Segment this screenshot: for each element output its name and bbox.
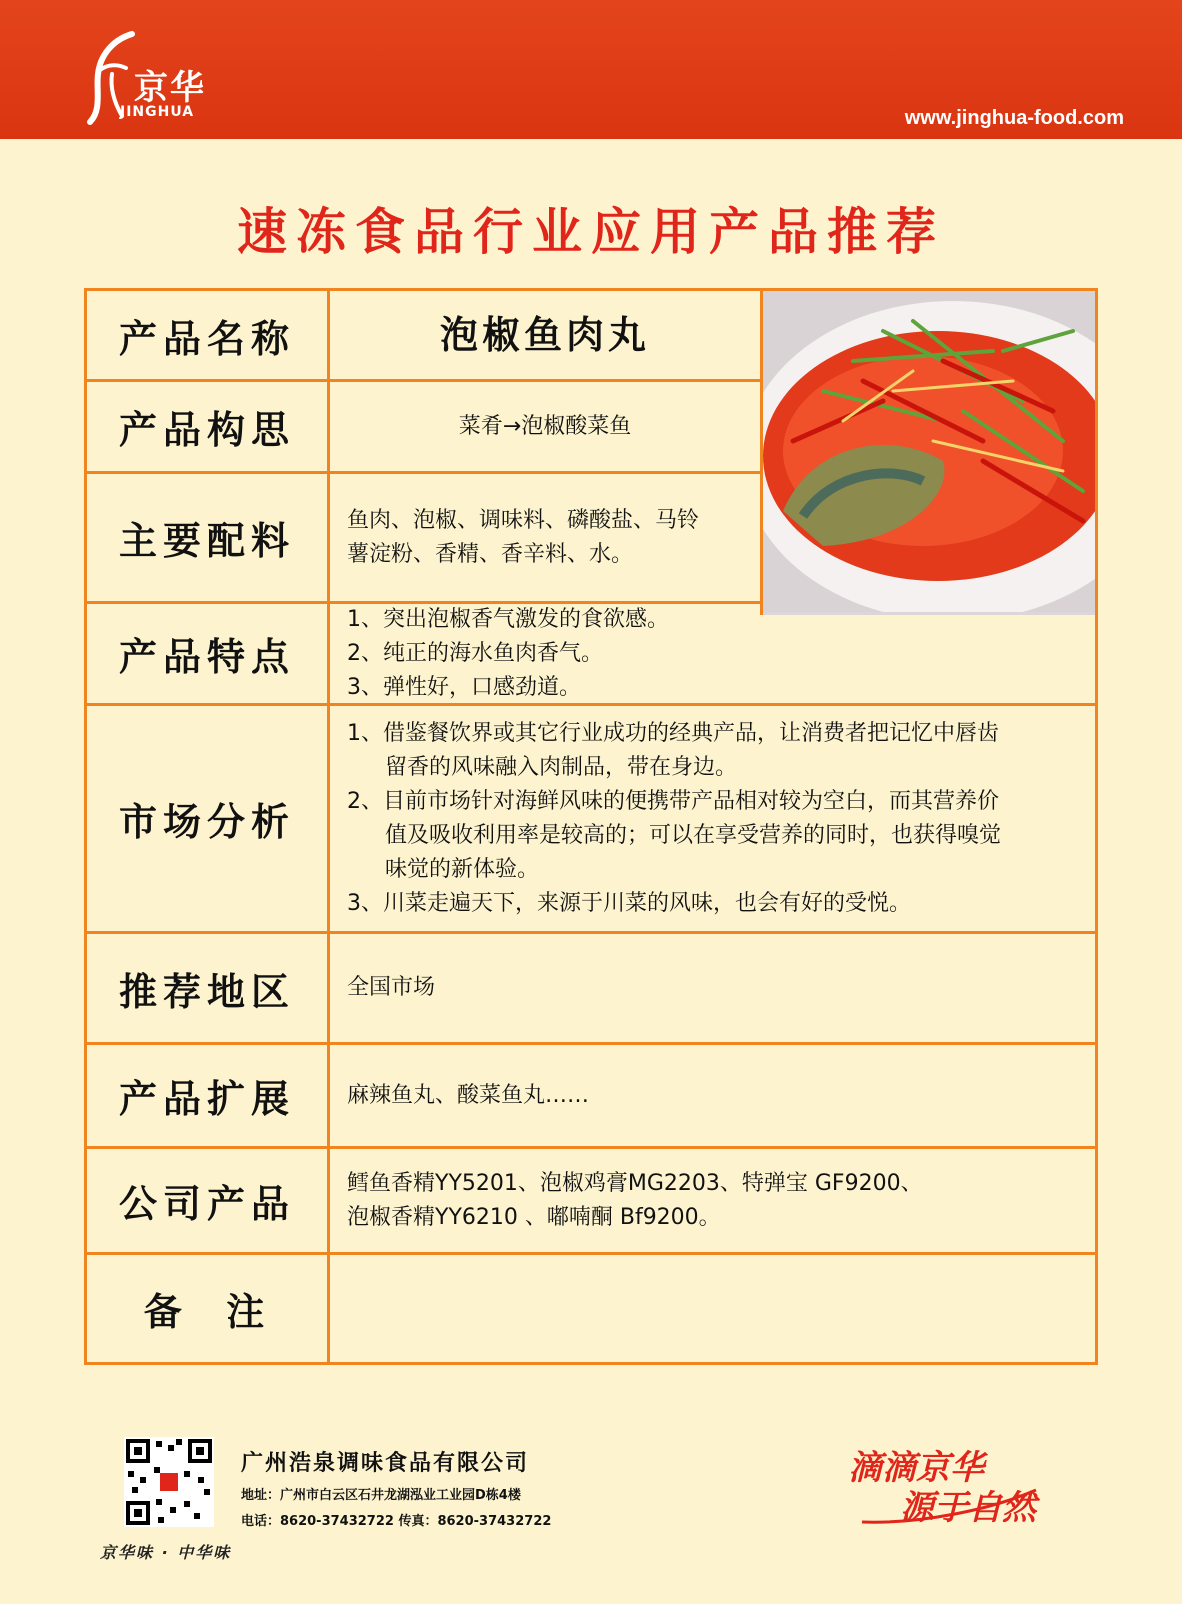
qr-code-icon: [124, 1437, 214, 1527]
label-market: 市场分析: [87, 706, 330, 931]
feature-item: 1、突出泡椒香气激发的食欲感。: [347, 606, 669, 632]
header-banner: [0, 0, 1182, 139]
company-address: 地址：广州市白云区石井龙湖泓业工业园D栋4楼: [241, 1488, 521, 1503]
label-region: 推荐地区: [87, 934, 330, 1042]
logo-text-en: JINGHUA: [120, 104, 195, 120]
qr-code: [124, 1437, 214, 1527]
label-remarks: 备 注: [87, 1255, 330, 1362]
logo-text-cn: 京华: [134, 68, 206, 108]
row-market: [87, 706, 1095, 934]
row-company-products: [87, 1149, 1095, 1255]
slogan-line-1: 滴滴京华: [848, 1448, 984, 1488]
slogan-line-2: 源于自然: [900, 1488, 1036, 1528]
label-ingredients: 主要配料: [87, 474, 330, 601]
market-item: 3、川菜走遍天下，来源于川菜的风味，也会有好的受悦。: [347, 890, 911, 916]
market-item: 1、借鉴餐饮界或其它行业成功的经典产品，让消费者把记忆中唇齿: [347, 720, 999, 746]
slogan-swoosh-icon: [860, 1488, 1040, 1528]
value-ingredients: [347, 474, 699, 601]
label-product-name: 产品名称: [87, 291, 330, 379]
website-url[interactable]: www.jinghua-food.com: [904, 107, 1124, 129]
label-features: 产品特点: [87, 604, 330, 703]
row-extension: [87, 1045, 1095, 1149]
value-product-name: 泡椒鱼肉丸: [439, 313, 650, 357]
feature-item: 3、弹性好，口感劲道。: [347, 674, 581, 700]
value-features: [347, 604, 669, 703]
market-item: 值及吸收利用率是较高的；可以在享受营养的同时，也获得嗅觉: [385, 822, 1002, 848]
value-market: [347, 706, 1001, 931]
label-company-products: 公司产品: [87, 1149, 330, 1252]
page-title: 速冻食品行业应用产品推荐: [237, 203, 945, 261]
product-table: [84, 288, 1098, 1365]
pickled-pepper-fish-image: [763, 291, 1095, 612]
ingredients-line: 鱼肉、泡椒、调味料、磷酸盐、马铃: [347, 507, 700, 533]
company-phone: 电话：8620-37432722 传真：8620-37432722: [241, 1514, 552, 1529]
value-extension: 麻辣鱼丸、酸菜鱼丸……: [347, 1082, 590, 1108]
row-remarks: [87, 1255, 1095, 1362]
value-region: 全国市场: [347, 975, 436, 1000]
market-item: 味觉的新体验。: [385, 856, 540, 882]
company-name: 广州浩泉调味食品有限公司: [241, 1451, 530, 1476]
jinghua-logo: [82, 30, 282, 126]
value-company-products: [347, 1149, 923, 1252]
qr-caption: 京华味 · 中华味: [100, 1543, 232, 1562]
row-features: [87, 604, 1095, 706]
row-product-name: [87, 291, 760, 382]
label-extension: 产品扩展: [87, 1045, 330, 1146]
label-concept: 产品构思: [87, 382, 330, 471]
ingredients-line: 薯淀粉、香精、香辛料、水。: [347, 541, 634, 567]
value-concept: 菜肴→泡椒酸菜鱼: [458, 413, 632, 439]
dish-photo: [760, 291, 1095, 615]
market-item: 2、目前市场针对海鲜风味的便携带产品相对较为空白，而其营养价: [347, 788, 999, 814]
company-product-line: 泡椒香精YY6210 、嘟喃酮 Bf9200。: [347, 1204, 721, 1230]
feature-item: 2、纯正的海水鱼肉香气。: [347, 640, 603, 666]
market-item: 留香的风味融入肉制品，带在身边。: [385, 754, 738, 780]
row-region: [87, 934, 1095, 1045]
company-product-line: 鳕鱼香精YY5201、泡椒鸡膏MG2203、特弹宝 GF9200、: [347, 1170, 923, 1196]
row-concept: [87, 382, 760, 474]
